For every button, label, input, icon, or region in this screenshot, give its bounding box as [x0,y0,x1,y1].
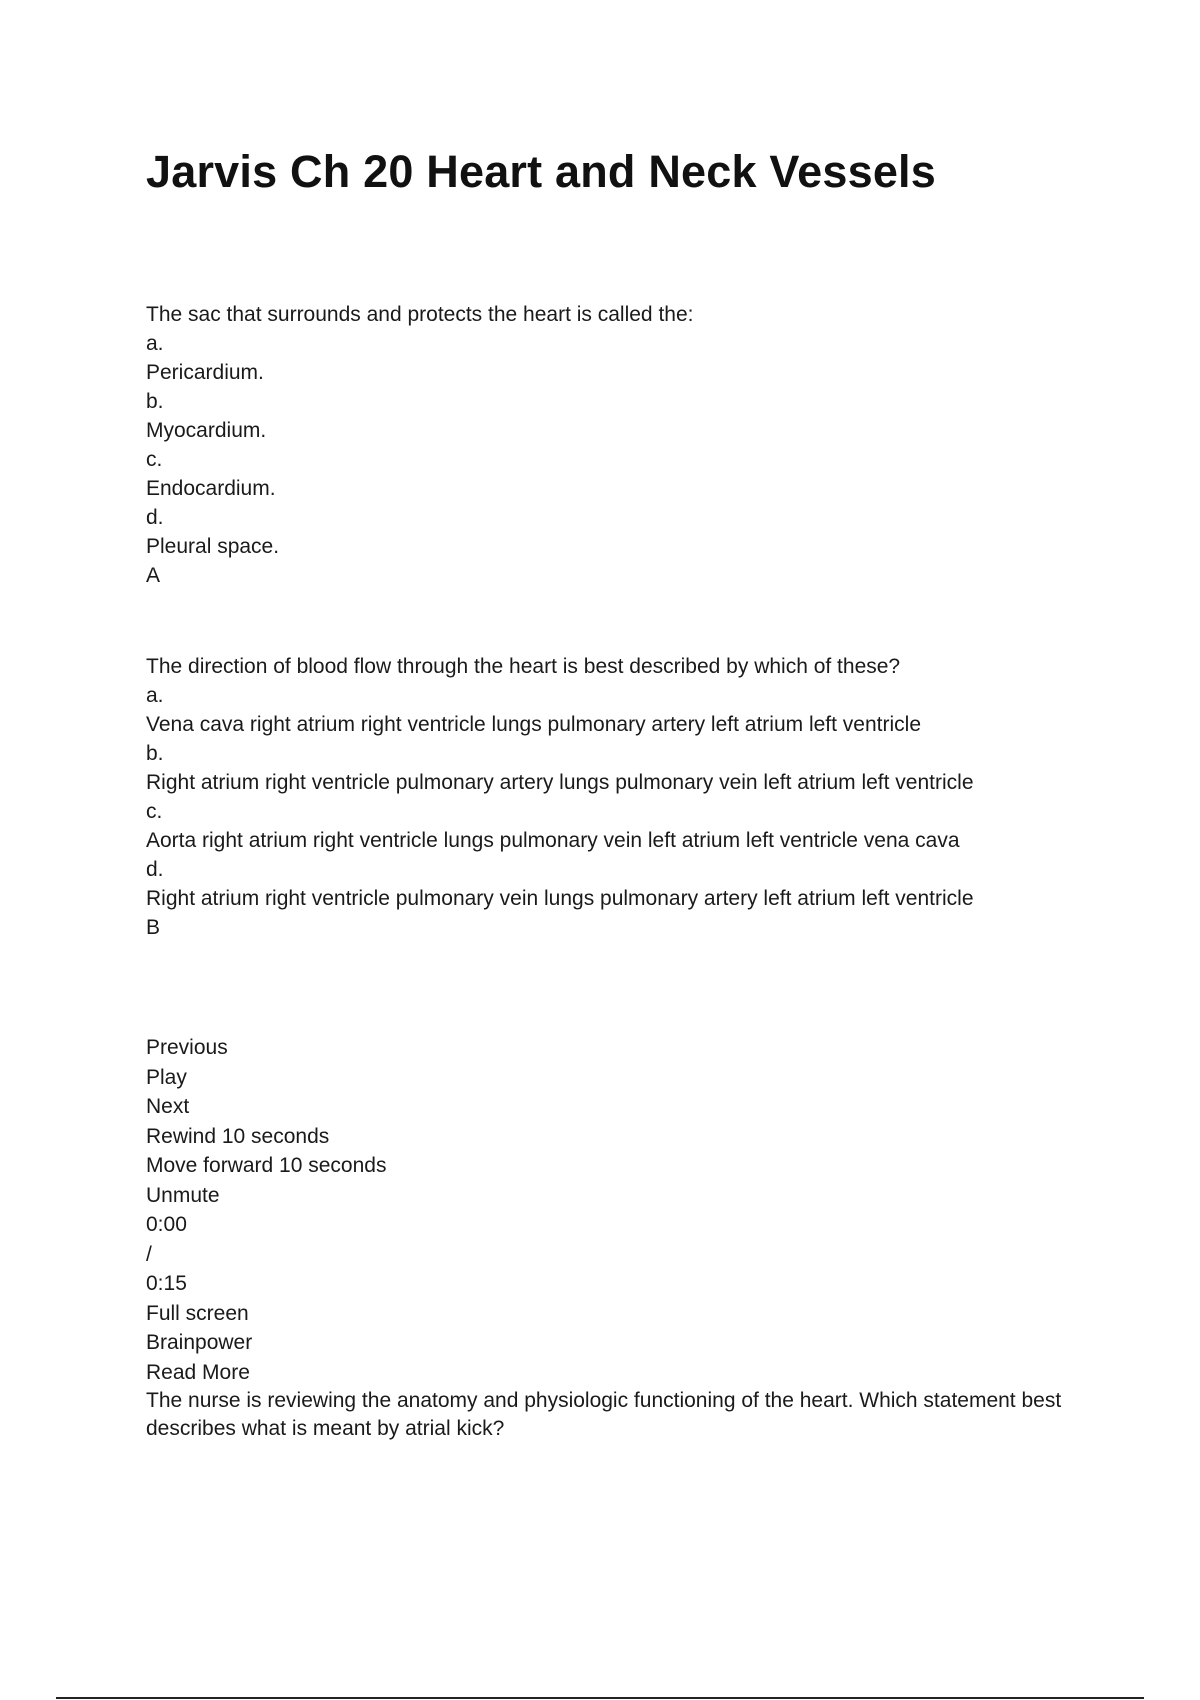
question-1-prompt: The sac that surrounds and protects the heart is called the: [146,303,694,326]
rewind-10-seconds-button[interactable]: Rewind 10 seconds [146,1125,330,1148]
question-1-option-d-letter: d. [146,506,164,529]
question-2-option-b-text: Right atrium right ventricle pulmonary artery lungs pulmonary vein left atrium left ventricle [146,771,974,794]
question-1-option-c-letter: c. [146,448,163,471]
question-2-option-a-letter: a. [146,684,164,707]
read-more-link[interactable]: Read More [146,1361,250,1384]
question-1-option-b-letter: b. [146,390,164,413]
unmute-button[interactable]: Unmute [146,1184,220,1207]
next-button[interactable]: Next [146,1095,190,1118]
question-2-answer: B [146,916,161,939]
full-screen-button[interactable]: Full screen [146,1302,249,1325]
forward-10-seconds-button[interactable]: Move forward 10 seconds [146,1154,387,1177]
previous-button[interactable]: Previous [146,1036,228,1059]
question-2-option-c-text: Aorta right atrium right ventricle lungs pulmonary vein left atrium left ventricle vena cava [146,829,960,852]
brainpower-link[interactable]: Brainpower [146,1331,253,1354]
question-1-option-b-text: Myocardium. [146,419,267,442]
question-1-option-a-letter: a. [146,332,164,355]
current-time: 0:00 [146,1213,187,1236]
time-separator: / [146,1243,152,1266]
page-bottom-divider [56,1697,1144,1699]
question-2-option-b-letter: b. [146,742,164,765]
question-3-prompt: The nurse is reviewing the anatomy and physiologic functioning of the heart. Which statement best describes what is meant by atrial kick? [146,1389,1062,1440]
question-1-answer: A [146,564,161,587]
play-button[interactable]: Play [146,1066,187,1089]
question-2-option-a-text: Vena cava right atrium right ventricle lungs pulmonary artery left atrium left ventricle [146,713,922,736]
page-title: Jarvis Ch 20 Heart and Neck Vessels [146,146,936,197]
question-2-option-d-text: Right atrium right ventricle pulmonary vein lungs pulmonary artery left atrium left ventricle [146,887,974,910]
duration-time: 0:15 [146,1272,187,1295]
question-1-option-d-text: Pleural space. [146,535,280,558]
question-2-option-c-letter: c. [146,800,163,823]
question-2-option-d-letter: d. [146,858,164,881]
question-1-option-a-text: Pericardium. [146,361,264,384]
question-2-prompt: The direction of blood flow through the heart is best described by which of these? [146,655,901,678]
question-1-option-c-text: Endocardium. [146,477,276,500]
